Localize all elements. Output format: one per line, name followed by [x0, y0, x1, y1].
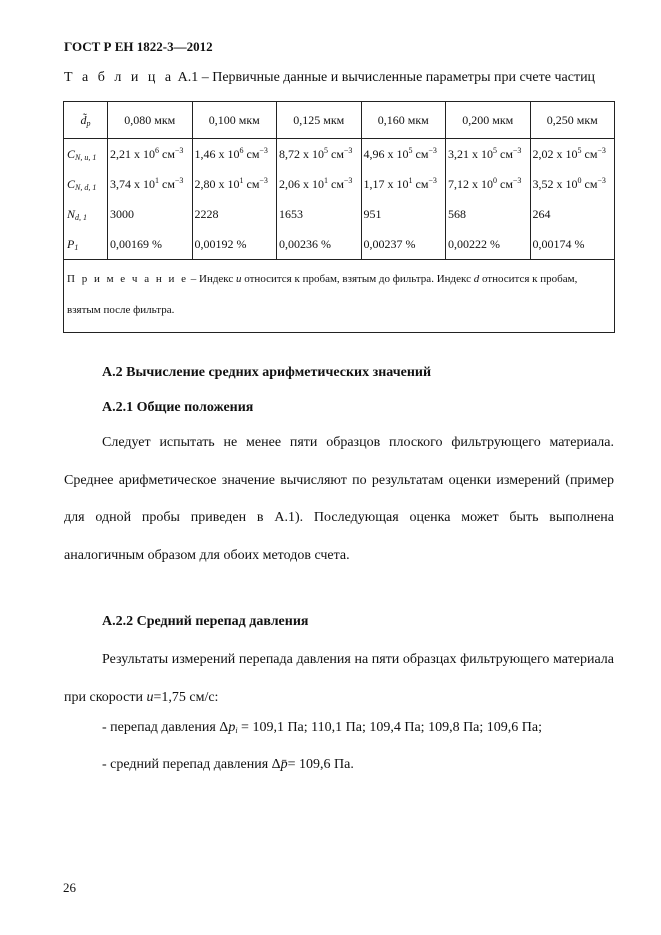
- row-label-sub: 1: [74, 242, 79, 252]
- cell-mantissa: 0,00236 %: [279, 236, 331, 251]
- note-index-u: u: [236, 273, 242, 285]
- row-label: N: [67, 206, 76, 221]
- table-cell: [446, 139, 531, 170]
- row-label-sub: d, 1: [75, 212, 88, 222]
- cell-mantissa: 8,72 х 10: [279, 146, 324, 161]
- cell-mantissa: 0,00169 %: [110, 236, 162, 251]
- column-header: 0,080 мкм: [108, 102, 193, 139]
- column-header: 0,160 мкм: [361, 102, 446, 139]
- cell-unit: см: [412, 176, 429, 191]
- table-row: [64, 229, 615, 260]
- table-corner-cell: [64, 102, 108, 139]
- cell-mantissa: 3,52 х 10: [532, 176, 578, 191]
- column-header: 0,200 мкм: [446, 102, 531, 139]
- cell-exponent: 6: [239, 145, 244, 155]
- row-label: C: [67, 146, 76, 161]
- cell-mantissa: 3,74 х 10: [110, 176, 155, 191]
- row-label-sub: N, u, 1: [75, 152, 97, 162]
- cell-exponent: 5: [408, 145, 413, 155]
- cell-unit: см: [159, 176, 175, 191]
- table-cell: [530, 169, 615, 199]
- row-label-cell: [64, 169, 108, 199]
- list-line-2-prefix: - средний перепад давления Δ: [102, 757, 281, 772]
- cell-mantissa: 0,00237 %: [363, 236, 416, 251]
- note-part1: – Индекс: [188, 273, 237, 285]
- table-cell: [361, 139, 446, 170]
- page-number: 26: [63, 880, 76, 895]
- cell-mantissa: 3000: [110, 206, 134, 221]
- cell-unit-exponent: −3: [343, 145, 353, 155]
- table-cell: [277, 169, 362, 199]
- table-caption: [64, 70, 595, 86]
- cell-unit-exponent: −3: [174, 175, 184, 185]
- cell-exponent: 6: [155, 145, 159, 155]
- note-part3: относится к пробам, взятым после фильтра.: [67, 273, 578, 316]
- cell-mantissa: 2,06 х 10: [279, 176, 324, 191]
- cell-mantissa: 1,17 х 10: [363, 176, 409, 191]
- cell-unit: см: [581, 146, 598, 161]
- table-cell: [108, 169, 193, 199]
- pressure-drop-list-item: [102, 720, 542, 736]
- cell-mantissa: 2,80 х 10: [194, 176, 240, 191]
- table-body: [64, 139, 615, 260]
- cell-mantissa: 951: [363, 206, 382, 221]
- cell-exponent: 1: [408, 175, 413, 185]
- table-cell: [530, 199, 615, 229]
- table-cell: [530, 229, 615, 260]
- table-cell: [277, 229, 362, 260]
- cell-mantissa: 2,02 х 10: [532, 146, 578, 161]
- paragraph-a21: Следует испытать не менее пяти образцов плоского фильтрующего материала. Среднее арифметическое значение вычисляют по результатам оценки измерений (пример для одной пробы приведен в А.1). Последующая оценка может быть выполнена аналогичным образом для обоих методов счета.: [64, 435, 614, 563]
- cell-mantissa: 0,00222 %: [448, 236, 500, 251]
- note-prefix: П р и м е ч а н и е: [67, 273, 188, 285]
- table-note-row: [64, 260, 615, 333]
- cell-mantissa: 1,46 х 10: [194, 146, 240, 161]
- cell-unit-exponent: −3: [512, 175, 522, 185]
- table-row: [64, 199, 615, 229]
- row-label-cell: [64, 199, 108, 229]
- cell-unit: см: [497, 176, 513, 191]
- paragraph-a22-var: u: [146, 689, 154, 705]
- table-cell: [361, 169, 446, 199]
- cell-unit: см: [497, 146, 513, 161]
- row-label-sub: N, d, 1: [75, 182, 97, 192]
- cell-unit-exponent: −3: [259, 145, 268, 155]
- table-cell: [108, 199, 193, 229]
- list-line-1-var: p: [228, 720, 236, 735]
- table-cell: [361, 199, 446, 229]
- note-index-d: d: [473, 273, 480, 285]
- cell-mantissa: 568: [448, 206, 466, 221]
- list-line-2-var: p̄: [280, 757, 288, 772]
- paragraph-a22-rest: =1,75 см/с:: [153, 689, 219, 705]
- cell-exponent: 0: [493, 175, 497, 185]
- cell-unit: см: [328, 176, 344, 191]
- table-caption-prefix: Т а б л и ц а: [64, 70, 175, 85]
- list-line-1-sub: i: [235, 726, 238, 735]
- cell-exponent: 5: [493, 145, 497, 155]
- document-header: ГОСТ Р ЕН 1822-3—2012: [64, 39, 213, 54]
- section-heading-a21: А.2.1 Общие положения: [102, 400, 254, 415]
- cell-unit: см: [243, 146, 260, 161]
- cell-mantissa: 2228: [194, 206, 219, 221]
- corner-symbol: d̃: [80, 112, 87, 127]
- cell-unit-exponent: −3: [343, 175, 353, 185]
- cell-unit-exponent: −3: [428, 145, 437, 155]
- cell-mantissa: 2,21 х 10: [110, 146, 155, 161]
- cell-mantissa: 1653: [279, 206, 303, 221]
- paragraph-a22-text: Результаты измерений перепада давления на пяти образцах фильтрующего материала при скорости: [64, 652, 614, 705]
- row-label: C: [67, 176, 76, 191]
- cell-mantissa: 7,12 х 10: [448, 176, 493, 191]
- cell-mantissa: 3,21 х 10: [448, 146, 493, 161]
- list-line-1-rest: = 109,1 Па; 110,1 Па; 109,4 Па; 109,8 Па; 109,6 Па;: [237, 720, 542, 735]
- cell-mantissa: 264: [532, 206, 551, 221]
- table-cell: [530, 139, 615, 170]
- cell-unit: см: [328, 146, 344, 161]
- table-cell: [446, 169, 531, 199]
- data-table: [63, 101, 615, 333]
- cell-unit-exponent: −3: [597, 145, 606, 155]
- list-line-2-rest: = 109,6 Па.: [287, 757, 354, 772]
- table-cell: [108, 229, 193, 260]
- column-header: 0,100 мкм: [192, 102, 277, 139]
- cell-exponent: 1: [239, 175, 244, 185]
- row-label: P: [67, 236, 75, 251]
- cell-unit-exponent: −3: [428, 175, 437, 185]
- cell-exponent: 0: [577, 175, 582, 185]
- table-cell: [277, 139, 362, 170]
- table-cell: [277, 199, 362, 229]
- row-label-cell: [64, 229, 108, 260]
- row-label-cell: [64, 139, 108, 170]
- table-note: [64, 260, 615, 333]
- cell-unit: см: [243, 176, 260, 191]
- table-header-row: [64, 102, 615, 139]
- cell-exponent: 5: [577, 145, 582, 155]
- cell-unit-exponent: −3: [512, 145, 522, 155]
- section-heading-a2: А.2 Вычисление средних арифметических значений: [102, 365, 432, 380]
- cell-mantissa: 4,96 х 10: [363, 146, 409, 161]
- table-caption-number: A.1: [177, 70, 199, 85]
- cell-mantissa: 0,00174 %: [532, 236, 585, 251]
- table-cell: [446, 199, 531, 229]
- table-cell: [446, 229, 531, 260]
- table-row: [64, 139, 615, 170]
- cell-unit: см: [581, 176, 598, 191]
- column-header: 0,125 мкм: [277, 102, 362, 139]
- list-line-1-prefix: - перепад давления Δ: [102, 720, 229, 735]
- table-cell: [361, 229, 446, 260]
- cell-unit-exponent: −3: [174, 145, 184, 155]
- cell-mantissa: 0,00192 %: [194, 236, 247, 251]
- corner-symbol-sub: p: [86, 118, 91, 128]
- cell-exponent: 1: [155, 175, 159, 185]
- table-cell: [192, 169, 277, 199]
- table-cell: [192, 229, 277, 260]
- table-row: [64, 169, 615, 199]
- cell-unit-exponent: −3: [259, 175, 268, 185]
- cell-exponent: 1: [324, 175, 328, 185]
- cell-unit: см: [159, 146, 175, 161]
- cell-unit-exponent: −3: [597, 175, 606, 185]
- paragraph-a22: [64, 641, 614, 716]
- section-heading-a22: А.2.2 Средний перепад давления: [102, 614, 309, 629]
- cell-exponent: 5: [324, 145, 328, 155]
- table-caption-text: – Первичные данные и вычисленные параметры при счете частиц: [201, 70, 596, 85]
- table-cell: [192, 199, 277, 229]
- cell-unit: см: [412, 146, 429, 161]
- mean-pressure-drop-list-item: [102, 757, 354, 773]
- table-cell: [192, 139, 277, 170]
- note-part2: относится к пробам, взятым до фильтра. Индекс: [241, 273, 474, 285]
- table-cell: [108, 139, 193, 170]
- column-header: 0,250 мкм: [530, 102, 615, 139]
